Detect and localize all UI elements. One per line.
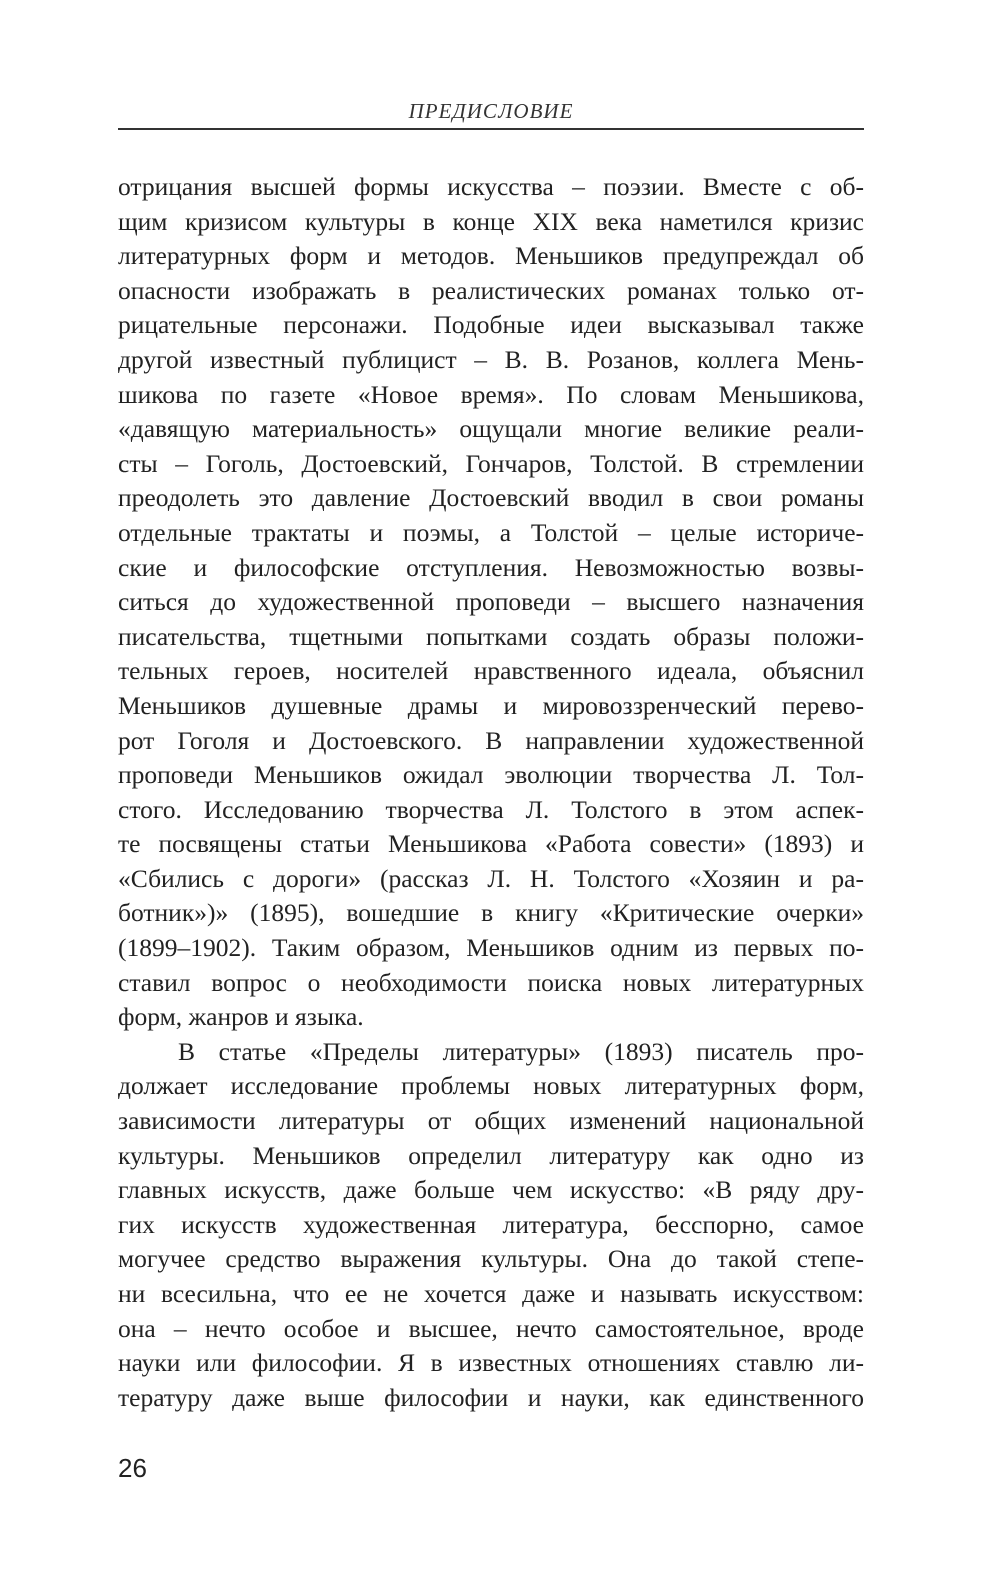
running-header-title: ПРЕДИСЛОВИЕ	[408, 99, 574, 123]
text-line: щим кризисом культуры в конце XIX века наметился кризис	[118, 206, 864, 236]
text-line: гих искусств художественная литература, бесспорно, самое	[118, 1209, 864, 1239]
text-line: другой известный публицист – В. В. Розанов, коллега Мень-	[118, 344, 864, 374]
text-line: литературных форм и методов. Меньшиков предупреждал об	[118, 241, 864, 271]
text-line: сты – Гоголь, Достоевский, Гончаров, Толстой. В стремлении	[118, 448, 864, 478]
page-number: 26	[118, 1453, 147, 1483]
text-line: ботник»)» (1895), вошедшие в книгу «Критические очерки»	[118, 898, 864, 928]
text-line: писательства, тщетными попытками создать образы положи-	[118, 621, 864, 651]
text-line: культуры. Меньшиков определил литературу как одно из	[118, 1140, 864, 1170]
text-line: могучее средство выражения культуры. Она до такой степе-	[118, 1244, 864, 1274]
text-line: науки или философии. Я в известных отношениях ставлю ли-	[118, 1348, 864, 1378]
text-line: тературу даже выше философии и науки, как единственного	[118, 1382, 864, 1412]
running-header	[118, 96, 864, 130]
text-line: Меньшиков душевные драмы и мировоззренческий перево-	[118, 690, 864, 720]
text-line: преодолеть это давление Достоевский вводил в свои романы	[118, 483, 864, 513]
text-line: «давящую материальность» ощущали многие великие реали-	[118, 414, 864, 444]
text-line: (1899–1902). Таким образом, Меньшиков одним из первых по-	[118, 933, 864, 963]
text-line: стого. Исследованию творчества Л. Толстого в этом аспек-	[118, 794, 864, 824]
text-line: главных искусств, даже больше чем искусство: «В ряду дру-	[118, 1175, 864, 1205]
text-line: должает исследование проблемы новых литературных форм,	[118, 1071, 864, 1101]
text-line: ставил вопрос о необходимости поиска новых литературных	[118, 967, 864, 997]
text-line: отдельные трактаты и поэмы, а Толстой – целые историче-	[118, 517, 864, 547]
paragraph-start-line: В статье «Пределы литературы» (1893) писатель про-	[178, 1036, 864, 1066]
text-line: проповеди Меньшиков ожидал эволюции творчества Л. Тол-	[118, 760, 864, 790]
text-line: ситься до художественной проповеди – высшего назначения	[118, 587, 864, 617]
text-line: те посвящены статьи Меньшикова «Работа совести» (1893) и	[118, 829, 864, 859]
text-line: ские и философские отступления. Невозможностью возвы-	[118, 552, 864, 582]
body-text	[118, 170, 864, 1415]
text-line: отрицания высшей формы искусства – поэзии. Вместе с об-	[118, 172, 864, 201]
text-line: опасности изображать в реалистических романах только от-	[118, 275, 864, 305]
text-line: рицательные персонажи. Подобные идеи высказывал также	[118, 310, 864, 340]
text-line: шикова по газете «Новое время». По словам Меньшикова,	[118, 379, 864, 409]
text-line: рот Гоголя и Достоевского. В направлении художественной	[118, 725, 864, 755]
text-line: она – нечто особое и высшее, нечто самостоятельное, вроде	[118, 1313, 864, 1343]
text-line: тельных героев, носителей нравственного идеала, объяснил	[118, 656, 864, 686]
paragraph-end-line: форм, жанров и языка.	[118, 1002, 364, 1032]
text-line: зависимости литературы от общих изменений национальной	[118, 1106, 864, 1136]
text-line: ни всесильна, что ее не хочется даже и называть искусством:	[118, 1279, 864, 1308]
text-line: «Сбились с дороги» (рассказ Л. Н. Толстого «Хозяин и ра-	[118, 863, 864, 893]
